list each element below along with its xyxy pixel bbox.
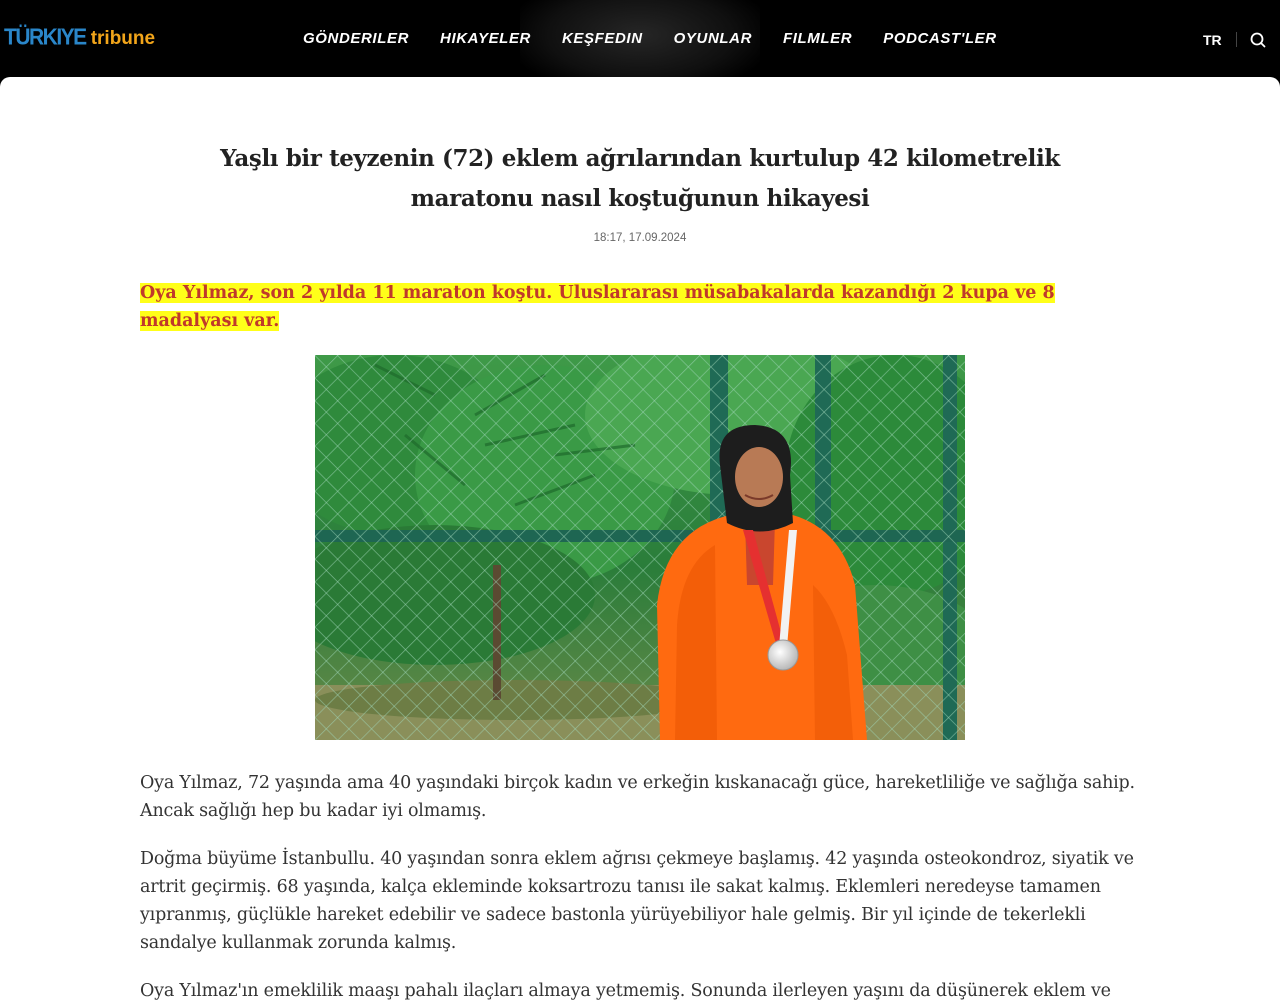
article-paragraph-2: Doğma büyüme İstanbullu. 40 yaşından sonra eklem ağrısı çekmeye başlamış. 42 yaşında osteokondroz, siyatik ve artrit geçirmiş. 68 yaşında, kalça ekleminde koksartrozu tanısı ile sakat kalmış. Eklemleri neredeyse tamamen yıpranmış, güçlükle hareket edebilir ve sadece bastonla yürüyebiliyor hale gelmiş. Bir yıl içinde de tekerlekli sandalye kullanmak zorunda kalmış. [140,849,1134,953]
article-paragraph-1: Oya Yılmaz, 72 yaşında ama 40 yaşındaki birçok kadın ve erkeğin kıskanacağı güce, hareketliliğe ve sağlığa sahip. Ancak sağlığı hep bu kadar iyi olmamış. [140,773,1135,821]
article-date: 18:17, 17.09.2024 [593,232,687,244]
search-icon[interactable] [1249,31,1267,49]
nav-item-gonderiler[interactable]: GÖNDERILER [303,30,410,47]
nav-item-hikayeler[interactable]: HIKAYELER [440,30,531,47]
site-header [0,0,1280,78]
logo-text-turkiye: TÜRKIYE [4,24,86,51]
article-paragraph-3: Oya Yılmaz'ın emeklilik maaşı pahalı ilaçları almaya yetmemiş. Sonunda ilerleyen yaşını da düşünerek eklem ve [140,981,1111,1000]
header-divider [1236,32,1237,47]
nav-item-kesfedin[interactable]: KEŞFEDIN [561,30,643,47]
article-card [0,77,1280,1000]
article-photo [315,355,965,740]
site-logo[interactable] [4,26,155,50]
logo-text-tribune: tribune [90,28,156,49]
article-lead-text: Oya Yılmaz, son 2 yılda 11 maraton koştu. Uluslararası müsabakalarda kazandığı 2 kupa ve 8 madalyası var. [140,283,1055,331]
nav-item-podcastler[interactable]: PODCAST'LER [883,30,997,47]
main-nav [303,30,1028,47]
nav-item-filmler[interactable]: FILMLER [783,30,853,47]
nav-item-oyunlar[interactable]: OYUNLAR [673,30,753,47]
article-title: Yaşlı bir teyzenin (72) eklem ağrılarından kurtulup 42 kilometrelik maratonu nasıl koştuğunun hikayesi [220,145,1060,212]
article-lead [140,279,1100,335]
language-switch[interactable]: TR [1203,32,1222,48]
